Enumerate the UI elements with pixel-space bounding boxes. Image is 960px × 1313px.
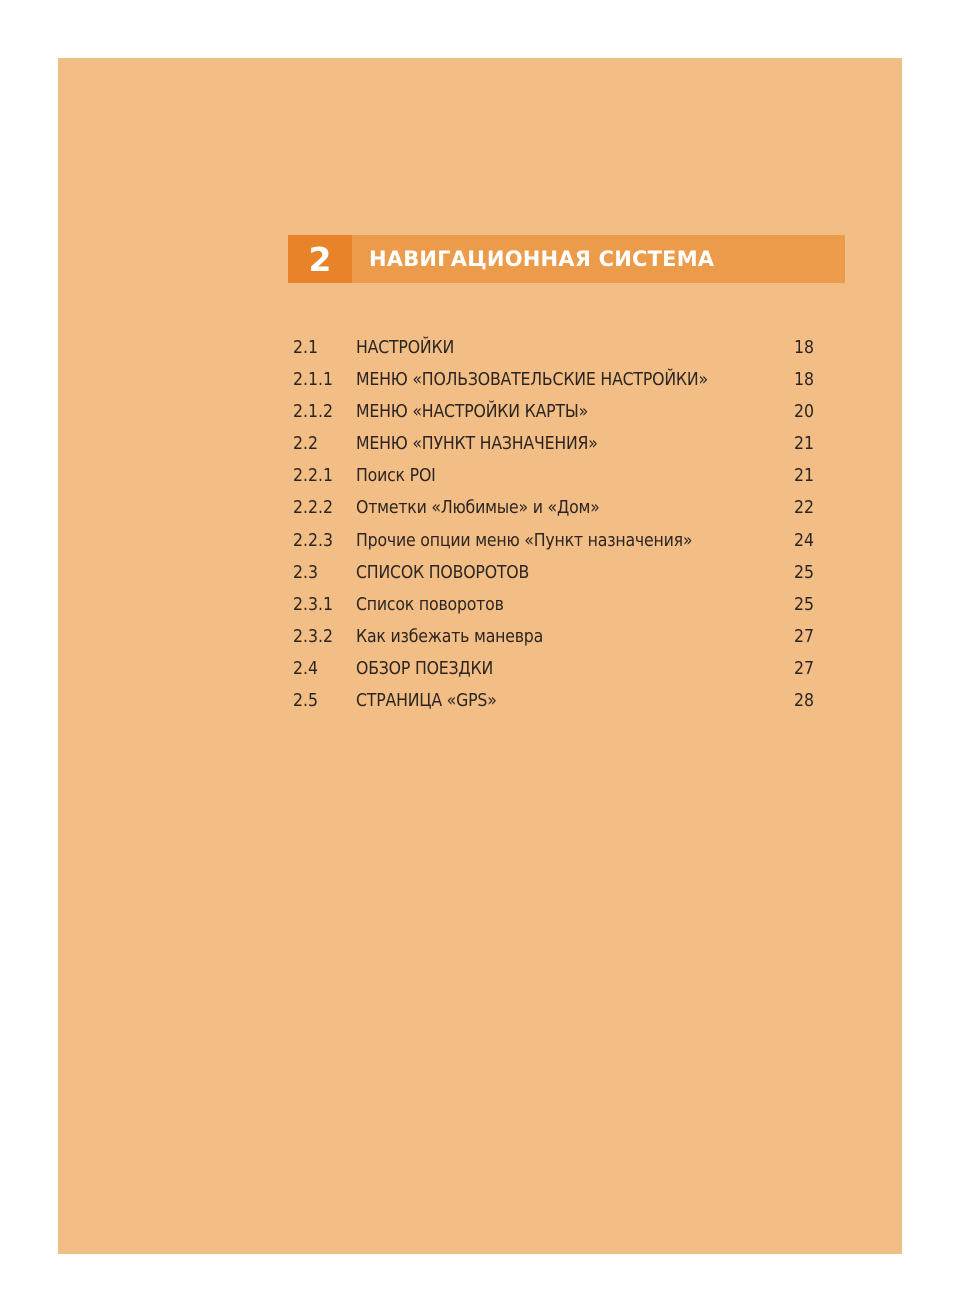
toc-entry[interactable] bbox=[293, 525, 816, 557]
toc-entry-page: 18 bbox=[793, 338, 814, 358]
toc-entry-number: 2.4 bbox=[293, 658, 319, 679]
toc-entry[interactable] bbox=[293, 428, 816, 460]
toc-entry[interactable] bbox=[293, 396, 816, 428]
toc-entry-title: Прочие опции меню «Пункт назначения» bbox=[356, 530, 693, 551]
toc-entry-number: 2.2.1 bbox=[293, 466, 334, 487]
toc-entry-title: Поиск POI bbox=[356, 466, 436, 487]
toc-entry-title: МЕНЮ «ПУНКТ НАЗНАЧЕНИЯ» bbox=[356, 434, 598, 455]
table-of-contents bbox=[293, 332, 816, 717]
toc-entry-number: 2.2.2 bbox=[293, 498, 334, 519]
chapter-title: НАВИГАЦИОННАЯ СИСТЕМА bbox=[352, 235, 845, 283]
toc-entry[interactable] bbox=[293, 332, 816, 364]
toc-entry-page: 18 bbox=[793, 370, 814, 391]
toc-entry-number: 2.2.3 bbox=[293, 530, 334, 551]
toc-entry[interactable] bbox=[293, 589, 816, 621]
toc-entry-title: Отметки «Любимые» и «Дом» bbox=[356, 498, 600, 519]
toc-entry-title: МЕНЮ «ПОЛЬЗОВАТЕЛЬСКИЕ НАСТРОЙКИ» bbox=[356, 370, 708, 391]
toc-entry-title: МЕНЮ «НАСТРОЙКИ КАРТЫ» bbox=[356, 402, 589, 423]
toc-entry[interactable] bbox=[293, 621, 816, 653]
toc-entry-number: 2.5 bbox=[293, 691, 319, 712]
toc-entry-number: 2.1 bbox=[293, 338, 319, 358]
toc-entry-page: 24 bbox=[793, 530, 814, 551]
toc-entry[interactable] bbox=[293, 653, 816, 685]
toc-entry-number: 2.2 bbox=[293, 434, 319, 455]
toc-entry-page: 28 bbox=[793, 691, 814, 712]
toc-entry[interactable] bbox=[293, 364, 816, 396]
toc-entry-title: НАСТРОЙКИ bbox=[356, 338, 455, 358]
toc-entry-page: 21 bbox=[793, 466, 814, 487]
toc-entry-number: 2.3.2 bbox=[293, 626, 334, 647]
toc-entry-number: 2.3.1 bbox=[293, 594, 334, 615]
toc-entry[interactable] bbox=[293, 492, 816, 524]
toc-entry-title: Список поворотов bbox=[356, 594, 504, 615]
toc-entry-title: СТРАНИЦА «GPS» bbox=[356, 691, 497, 712]
chapter-number: 2 bbox=[288, 235, 352, 283]
toc-entry-number: 2.1.1 bbox=[293, 370, 334, 391]
toc-entry-page: 25 bbox=[793, 594, 814, 615]
toc-entry-page: 25 bbox=[793, 562, 814, 583]
toc-entry-page: 20 bbox=[793, 402, 814, 423]
toc-entry-title: ОБЗОР ПОЕЗДКИ bbox=[356, 658, 494, 679]
chapter-header bbox=[288, 235, 845, 283]
toc-entry-page: 21 bbox=[793, 434, 814, 455]
toc-entry-page: 27 bbox=[793, 658, 814, 679]
toc-entry-number: 2.1.2 bbox=[293, 402, 334, 423]
toc-entry-title: Как избежать маневра bbox=[356, 626, 544, 647]
toc-entry-number: 2.3 bbox=[293, 562, 319, 583]
toc-entry[interactable] bbox=[293, 557, 816, 589]
toc-entry-page: 22 bbox=[793, 498, 814, 519]
toc-entry-page: 27 bbox=[793, 626, 814, 647]
toc-entry[interactable] bbox=[293, 460, 816, 492]
toc-entry[interactable] bbox=[293, 685, 816, 717]
toc-entry-title: СПИСОК ПОВОРОТОВ bbox=[356, 562, 530, 583]
